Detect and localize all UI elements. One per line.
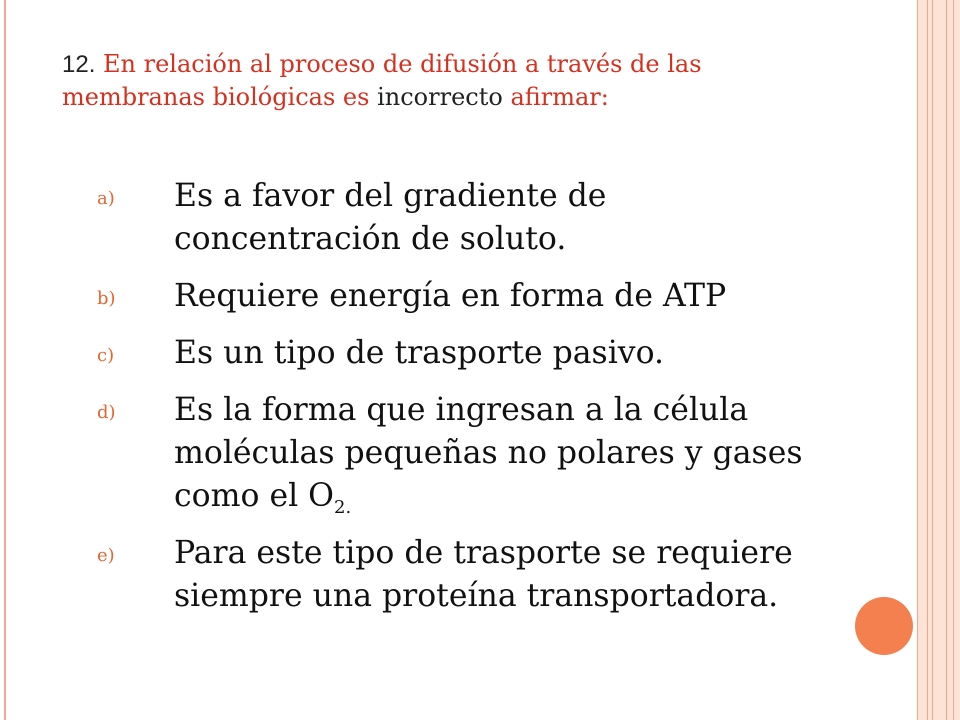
option-a bbox=[97, 175, 817, 261]
border-stripe bbox=[946, 0, 947, 720]
border-stripe bbox=[953, 0, 954, 720]
answer-options-list bbox=[97, 175, 817, 632]
orange-circle-decoration bbox=[855, 597, 913, 655]
question-text-part1: En relación al proceso de difusión a través de las membranas biológicas es bbox=[62, 50, 702, 111]
option-d bbox=[97, 389, 817, 518]
option-letter: c) bbox=[97, 345, 115, 366]
option-letter: b) bbox=[97, 288, 116, 309]
option-text: Requiere energía en forma de ATP bbox=[174, 278, 727, 314]
left-border-decoration bbox=[0, 0, 6, 720]
question-number: 12. bbox=[62, 51, 96, 78]
right-border-decoration bbox=[917, 0, 960, 720]
option-text: Es la forma que ingresan a la célula moléculas pequeñas no polares y gases como el O bbox=[174, 392, 803, 514]
border-stripe bbox=[932, 0, 933, 720]
option-subscript: 2. bbox=[334, 497, 352, 518]
question-emphasis: incorrecto bbox=[377, 83, 503, 111]
option-text: Es a favor del gradiente de concentración de soluto. bbox=[174, 178, 607, 257]
option-letter: a) bbox=[97, 188, 115, 209]
option-text: Es un tipo de trasporte pasivo. bbox=[174, 335, 665, 371]
option-letter: d) bbox=[97, 402, 116, 423]
question-text-part2: afirmar: bbox=[510, 83, 609, 111]
question-heading bbox=[62, 48, 802, 113]
option-c bbox=[97, 332, 817, 375]
border-stripe bbox=[927, 0, 928, 720]
option-b bbox=[97, 275, 817, 318]
option-letter: e) bbox=[97, 545, 115, 566]
option-text: Para este tipo de trasporte se requiere siempre una proteína transportadora. bbox=[174, 535, 793, 614]
option-e bbox=[97, 532, 817, 618]
